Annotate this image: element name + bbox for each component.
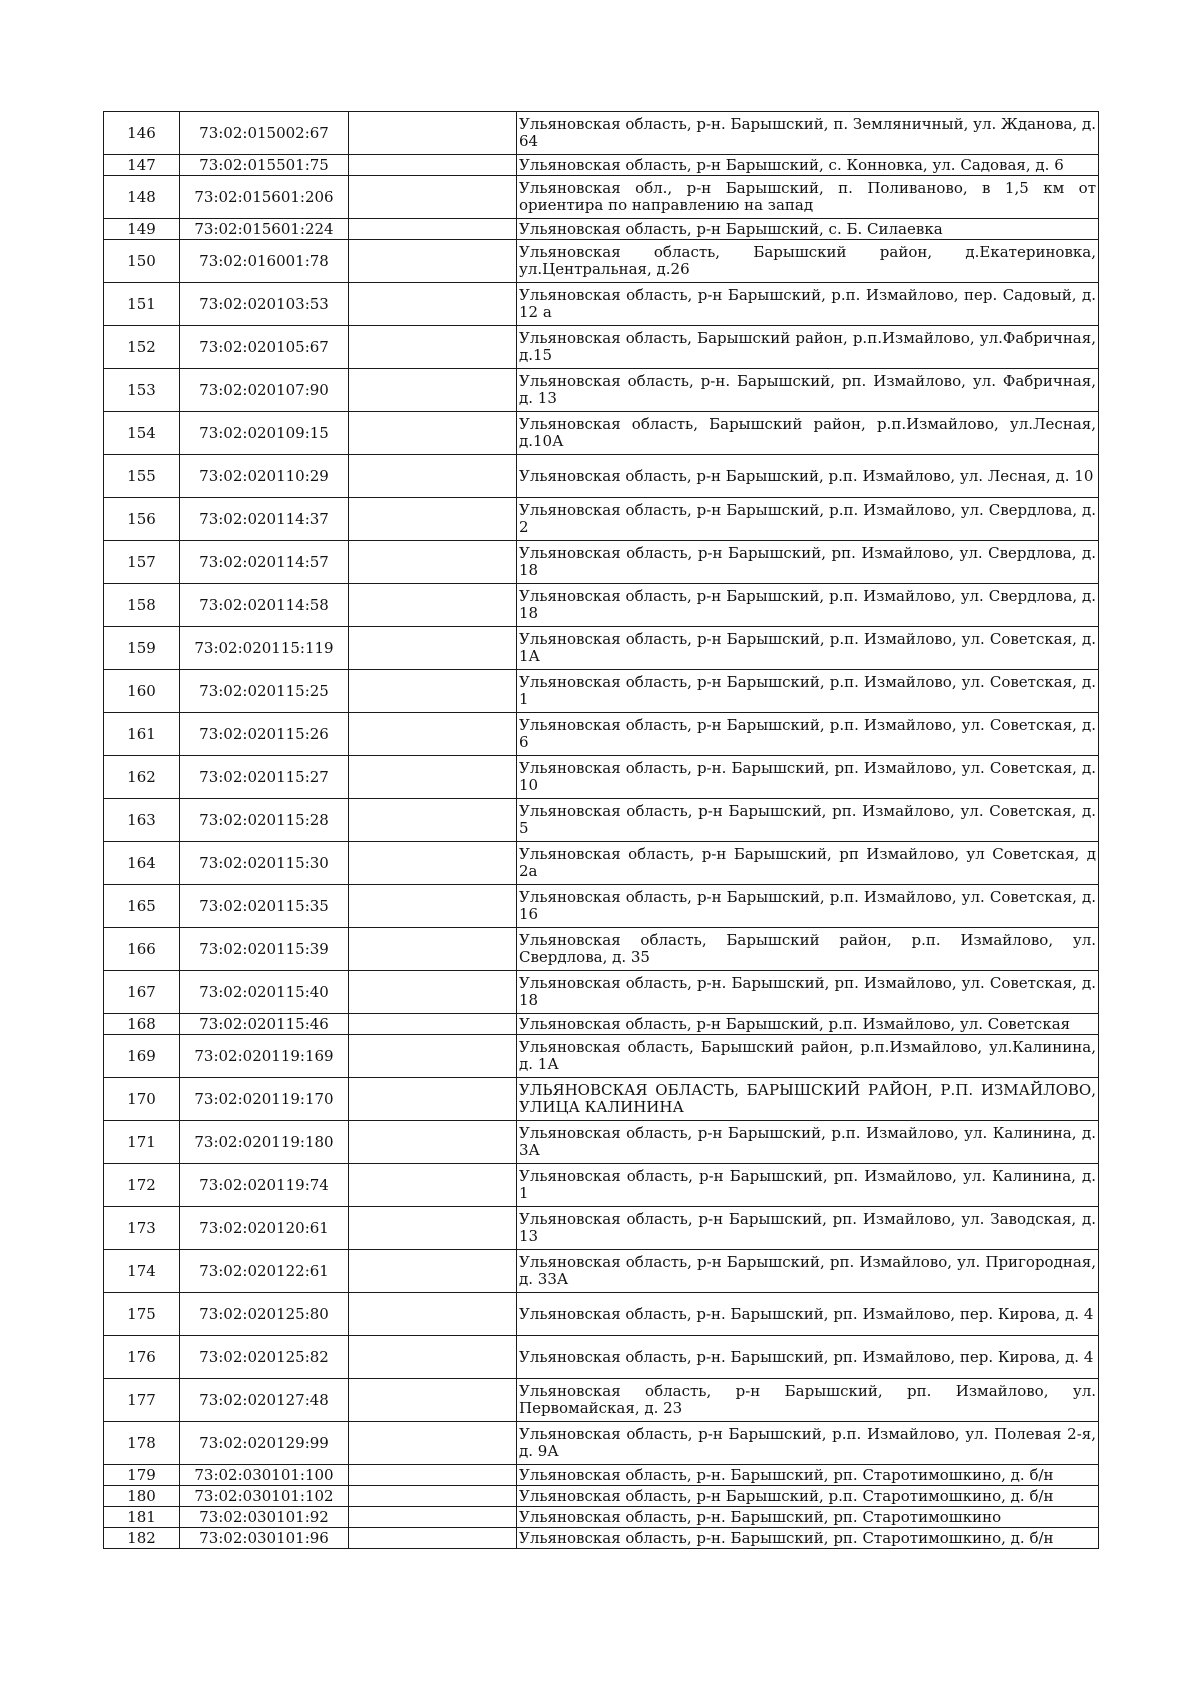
table-row [104,1293,1099,1336]
row-number-cell: 179 [104,1465,180,1486]
address-cell: Ульяновская область, р-н Барышский, р.п. Измайлово, ул. Советская, д. 16 [517,885,1099,928]
row-number-cell: 148 [104,176,180,219]
table-row [104,1250,1099,1293]
table-row [104,541,1099,584]
cadastral-number-cell: 73:02:020114:58 [180,584,349,627]
empty-cell [349,842,517,885]
row-number-cell: 170 [104,1078,180,1121]
table-row [104,1336,1099,1379]
empty-cell [349,1379,517,1422]
address-cell: УЛЬЯНОВСКАЯ ОБЛАСТЬ, БАРЫШСКИЙ РАЙОН, Р.П. ИЗМАЙЛОВО, УЛИЦА КАЛИНИНА [517,1078,1099,1121]
row-number-cell: 150 [104,240,180,283]
empty-cell [349,928,517,971]
empty-cell [349,799,517,842]
cadastral-number-cell: 73:02:020115:119 [180,627,349,670]
empty-cell [349,1164,517,1207]
cadastral-number-cell: 73:02:020122:61 [180,1250,349,1293]
cadastral-number-cell: 73:02:020119:74 [180,1164,349,1207]
empty-cell [349,326,517,369]
cadastral-number-cell: 73:02:020120:61 [180,1207,349,1250]
address-cell: Ульяновская обл., р-н Барышский, п. Поливаново, в 1,5 км от ориентира по направлению на запад [517,176,1099,219]
address-cell: Ульяновская область, Барышский район, р.п.Измайлово, ул.Калинина, д. 1А [517,1035,1099,1078]
empty-cell [349,155,517,176]
table-row [104,1035,1099,1078]
table-row [104,1121,1099,1164]
empty-cell [349,1207,517,1250]
row-number-cell: 146 [104,112,180,155]
row-number-cell: 164 [104,842,180,885]
table-row [104,155,1099,176]
row-number-cell: 155 [104,455,180,498]
address-cell: Ульяновская область, р-н Барышский, р.п. Измайлово, ул. Свердлова, д. 2 [517,498,1099,541]
address-cell: Ульяновская область, р-н Барышский, р.п. Измайлово, ул. Советская, д. 1А [517,627,1099,670]
cadastral-number-cell: 73:02:020103:53 [180,283,349,326]
table-row [104,627,1099,670]
cadastral-number-cell: 73:02:015002:67 [180,112,349,155]
cadastral-number-cell: 73:02:020115:35 [180,885,349,928]
cadastral-number-cell: 73:02:020115:26 [180,713,349,756]
address-cell: Ульяновская область, Барышский район, р.п.Измайлово, ул.Лесная, д.10А [517,412,1099,455]
row-number-cell: 163 [104,799,180,842]
row-number-cell: 151 [104,283,180,326]
cadastral-number-cell: 73:02:020110:29 [180,455,349,498]
address-cell: Ульяновская область, р-н. Барышский, рп. Старотимошкино [517,1507,1099,1528]
table-row [104,670,1099,713]
empty-cell [349,498,517,541]
empty-cell [349,1250,517,1293]
address-cell: Ульяновская область, р-н. Барышский, п. Земляничный, ул. Жданова, д. 64 [517,112,1099,155]
empty-cell [349,1336,517,1379]
table-row [104,219,1099,240]
address-cell: Ульяновская область, р-н. Барышский, рп. Измайлово, пер. Кирова, д. 4 [517,1336,1099,1379]
row-number-cell: 174 [104,1250,180,1293]
cadastral-number-cell: 73:02:020105:67 [180,326,349,369]
cadastral-number-cell: 73:02:020119:180 [180,1121,349,1164]
address-cell: Ульяновская область, р-н Барышский, рп. Измайлово, ул. Советская, д. 5 [517,799,1099,842]
table-row [104,1528,1099,1549]
row-number-cell: 169 [104,1035,180,1078]
address-cell: Ульяновская область, р-н. Барышский, рп. Измайлово, ул. Советская, д. 10 [517,756,1099,799]
empty-cell [349,1014,517,1035]
table-row [104,1486,1099,1507]
table-row [104,928,1099,971]
table-row [104,412,1099,455]
address-cell: Ульяновская область, Барышский район, р.п.Измайлово, ул.Фабричная, д.15 [517,326,1099,369]
empty-cell [349,1465,517,1486]
row-number-cell: 160 [104,670,180,713]
cadastral-number-cell: 73:02:020119:169 [180,1035,349,1078]
cadastral-number-cell: 73:02:020114:57 [180,541,349,584]
row-number-cell: 171 [104,1121,180,1164]
empty-cell [349,1486,517,1507]
row-number-cell: 162 [104,756,180,799]
cadastral-number-cell: 73:02:020129:99 [180,1422,349,1465]
cadastral-number-cell: 73:02:015501:75 [180,155,349,176]
address-cell: Ульяновская область, р-н Барышский, р.п. Измайлово, ул. Советская, д. 1 [517,670,1099,713]
table-row [104,455,1099,498]
address-cell: Ульяновская область, р-н Барышский, рп. Измайлово, ул. Заводская, д. 13 [517,1207,1099,1250]
row-number-cell: 175 [104,1293,180,1336]
cadastral-number-cell: 73:02:030101:102 [180,1486,349,1507]
address-cell: Ульяновская область, р-н. Барышский, рп. Измайлово, ул. Фабричная, д. 13 [517,369,1099,412]
cadastral-number-cell: 73:02:020125:82 [180,1336,349,1379]
cadastral-number-cell: 73:02:020125:80 [180,1293,349,1336]
row-number-cell: 182 [104,1528,180,1549]
empty-cell [349,670,517,713]
address-cell: Ульяновская область, р-н Барышский, с. Конновка, ул. Садовая, д. 6 [517,155,1099,176]
address-cell: Ульяновская область, р-н. Барышский, рп. Старотимошкино, д. б/н [517,1465,1099,1486]
address-cell: Ульяновская область, р-н Барышский, рп. Измайлово, ул. Свердлова, д. 18 [517,541,1099,584]
row-number-cell: 165 [104,885,180,928]
empty-cell [349,971,517,1014]
cadastral-number-cell: 73:02:015601:206 [180,176,349,219]
table-row [104,885,1099,928]
address-cell: Ульяновская область, р-н Барышский, р.п. Старотимошкино, д. б/н [517,1486,1099,1507]
row-number-cell: 167 [104,971,180,1014]
cadastral-number-cell: 73:02:020115:40 [180,971,349,1014]
table-row [104,1078,1099,1121]
address-cell: Ульяновская область, р-н Барышский, рп. Измайлово, ул. Калинина, д. 1 [517,1164,1099,1207]
address-cell: Ульяновская область, р-н Барышский, р.п. Измайлово, пер. Садовый, д. 12 а [517,283,1099,326]
empty-cell [349,1422,517,1465]
address-cell: Ульяновская область, р-н. Барышский, рп. Измайлово, ул. Советская, д. 18 [517,971,1099,1014]
cadastral-number-cell: 73:02:020115:39 [180,928,349,971]
table-row [104,756,1099,799]
cadastral-number-cell: 73:02:020115:27 [180,756,349,799]
empty-cell [349,1078,517,1121]
address-cell: Ульяновская область, р-н. Барышский, рп. Старотимошкино, д. б/н [517,1528,1099,1549]
row-number-cell: 166 [104,928,180,971]
cadastral-number-cell: 73:02:020115:25 [180,670,349,713]
table-row [104,842,1099,885]
table-row [104,1465,1099,1486]
table-row [104,1164,1099,1207]
row-number-cell: 172 [104,1164,180,1207]
row-number-cell: 152 [104,326,180,369]
table-row [104,1207,1099,1250]
cadastral-number-cell: 73:02:020119:170 [180,1078,349,1121]
empty-cell [349,1035,517,1078]
address-cell: Ульяновская область, р-н Барышский, р.п. Измайлово, ул. Свердлова, д. 18 [517,584,1099,627]
table-row [104,498,1099,541]
cadastral-number-cell: 73:02:020127:48 [180,1379,349,1422]
row-number-cell: 178 [104,1422,180,1465]
row-number-cell: 180 [104,1486,180,1507]
table-row [104,1014,1099,1035]
row-number-cell: 173 [104,1207,180,1250]
cadastral-number-cell: 73:02:016001:78 [180,240,349,283]
row-number-cell: 159 [104,627,180,670]
cadastral-number-cell: 73:02:020115:46 [180,1014,349,1035]
cadastral-number-cell: 73:02:015601:224 [180,219,349,240]
table-row [104,326,1099,369]
address-cell: Ульяновская область, р-н Барышский, рп Измайлово, ул Советская, д 2а [517,842,1099,885]
empty-cell [349,1121,517,1164]
address-cell: Ульяновская область, р-н Барышский, р.п. Измайлово, ул. Полевая 2-я, д. 9А [517,1422,1099,1465]
row-number-cell: 153 [104,369,180,412]
address-cell: Ульяновская область, Барышский район, р.п. Измайлово, ул. Свердлова, д. 35 [517,928,1099,971]
address-cell: Ульяновская область, р-н Барышский, р.п. Измайлово, ул. Советская [517,1014,1099,1035]
cadastral-number-cell: 73:02:030101:96 [180,1528,349,1549]
table-row [104,1422,1099,1465]
cadastral-number-cell: 73:02:030101:100 [180,1465,349,1486]
table-row [104,176,1099,219]
cadastral-number-cell: 73:02:020115:28 [180,799,349,842]
empty-cell [349,112,517,155]
table-row [104,112,1099,155]
row-number-cell: 156 [104,498,180,541]
empty-cell [349,584,517,627]
table-row [104,799,1099,842]
address-cell: Ульяновская область, Барышский район, д.Екатериновка, ул.Центральная, д.26 [517,240,1099,283]
cadastral-number-cell: 73:02:020115:30 [180,842,349,885]
empty-cell [349,283,517,326]
empty-cell [349,885,517,928]
table-row [104,713,1099,756]
empty-cell [349,219,517,240]
cadastral-number-cell: 73:02:020114:37 [180,498,349,541]
empty-cell [349,541,517,584]
empty-cell [349,713,517,756]
empty-cell [349,369,517,412]
table-row [104,1507,1099,1528]
empty-cell [349,627,517,670]
table-row [104,971,1099,1014]
table-row [104,240,1099,283]
table-row [104,1379,1099,1422]
empty-cell [349,412,517,455]
cadastral-number-cell: 73:02:020109:15 [180,412,349,455]
row-number-cell: 149 [104,219,180,240]
address-cell: Ульяновская область, р-н Барышский, с. Б. Силаевка [517,219,1099,240]
empty-cell [349,455,517,498]
row-number-cell: 177 [104,1379,180,1422]
row-number-cell: 181 [104,1507,180,1528]
empty-cell [349,756,517,799]
empty-cell [349,1507,517,1528]
address-cell: Ульяновская область, р-н Барышский, рп. Измайлово, ул. Первомайская, д. 23 [517,1379,1099,1422]
land-parcel-table [103,111,1099,1549]
address-cell: Ульяновская область, р-н Барышский, рп. Измайлово, ул. Пригородная, д. 33А [517,1250,1099,1293]
table-row [104,283,1099,326]
cadastral-number-cell: 73:02:020107:90 [180,369,349,412]
table-body [104,112,1099,1549]
address-cell: Ульяновская область, р-н Барышский, р.п. Измайлово, ул. Калинина, д. 3А [517,1121,1099,1164]
table-row [104,369,1099,412]
address-cell: Ульяновская область, р-н Барышский, р.п. Измайлово, ул. Советская, д. 6 [517,713,1099,756]
row-number-cell: 157 [104,541,180,584]
row-number-cell: 176 [104,1336,180,1379]
empty-cell [349,1528,517,1549]
empty-cell [349,176,517,219]
row-number-cell: 154 [104,412,180,455]
row-number-cell: 147 [104,155,180,176]
row-number-cell: 161 [104,713,180,756]
row-number-cell: 158 [104,584,180,627]
row-number-cell: 168 [104,1014,180,1035]
table-row [104,584,1099,627]
address-cell: Ульяновская область, р-н. Барышский, рп. Измайлово, пер. Кирова, д. 4 [517,1293,1099,1336]
address-cell: Ульяновская область, р-н Барышский, р.п. Измайлово, ул. Лесная, д. 10 [517,455,1099,498]
empty-cell [349,1293,517,1336]
cadastral-number-cell: 73:02:030101:92 [180,1507,349,1528]
empty-cell [349,240,517,283]
